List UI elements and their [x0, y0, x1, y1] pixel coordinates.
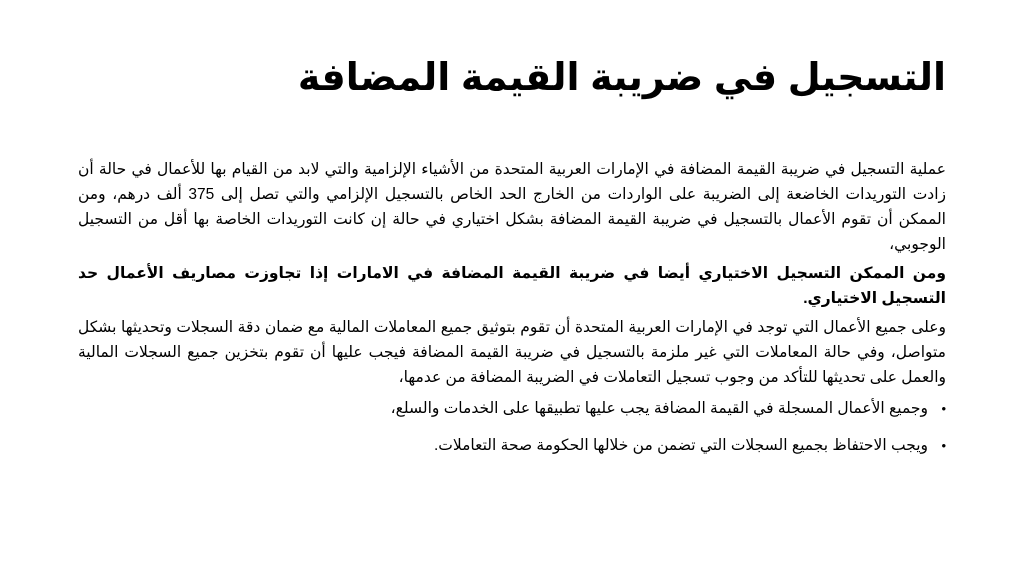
bullet-text: وجميع الأعمال المسجلة في القيمة المضافة يجب عليها تطبيقها على الخدمات والسلع،	[390, 400, 928, 417]
list-item	[78, 433, 946, 458]
bullet-list	[78, 396, 946, 458]
paragraph-mandatory-registration: عملية التسجيل في ضريبة القيمة المضافة في الإمارات العربية المتحدة من الأشياء الإلزامية والتي لابد من القيام بها للأعمال في حالة أن زادت التوريدات الخاضعة إلى الضريبة على الواردات من الخارج الحد الخاص بالتسجيل الإلزامي والتي تصل إلى 375 ألف درهم، ومن الممكن أن تقوم الأعمال بالتسجيل في ضريبة القيمة المضافة بشكل اختياري في حالة إن كانت التوريدات الخاصة بها أقل من التسجيل الوجوبي،	[78, 161, 947, 253]
paragraph-record-keeping: وعلى جميع الأعمال التي توجد في الإمارات العربية المتحدة أن تقوم بتوثيق جميع المعاملات المالية مع ضمان دقة السجلات وتحديثها بشكل متواصل، وفي حالة المعاملات التي غير ملزمة بالتسجيل في ضريبة القيمة المضافة فيجب عليها أن تقوم بتخزين جميع السجلات المالية والعمل على تحديثها للتأكد من وجوب تسجيل التعاملات في الضريبة المضافة من عدمها،	[78, 319, 946, 386]
paragraph-voluntary-registration: ومن الممكن التسجيل الاختياري أيضا في ضريبة القيمة المضافة في الامارات إذا تجاوزت مصاريف الأعمال حد التسجيل الاختياري.	[78, 265, 946, 307]
bullet-icon: •	[941, 438, 946, 453]
slide-body	[78, 157, 946, 470]
bullet-icon: •	[941, 401, 946, 416]
slide-title: التسجيل في ضريبة القيمة المضافة	[297, 57, 946, 99]
bullet-text: ويجب الاحتفاظ بجميع السجلات التي تضمن من خلالها الحكومة صحة التعاملات.	[433, 437, 928, 454]
list-item	[78, 396, 946, 421]
